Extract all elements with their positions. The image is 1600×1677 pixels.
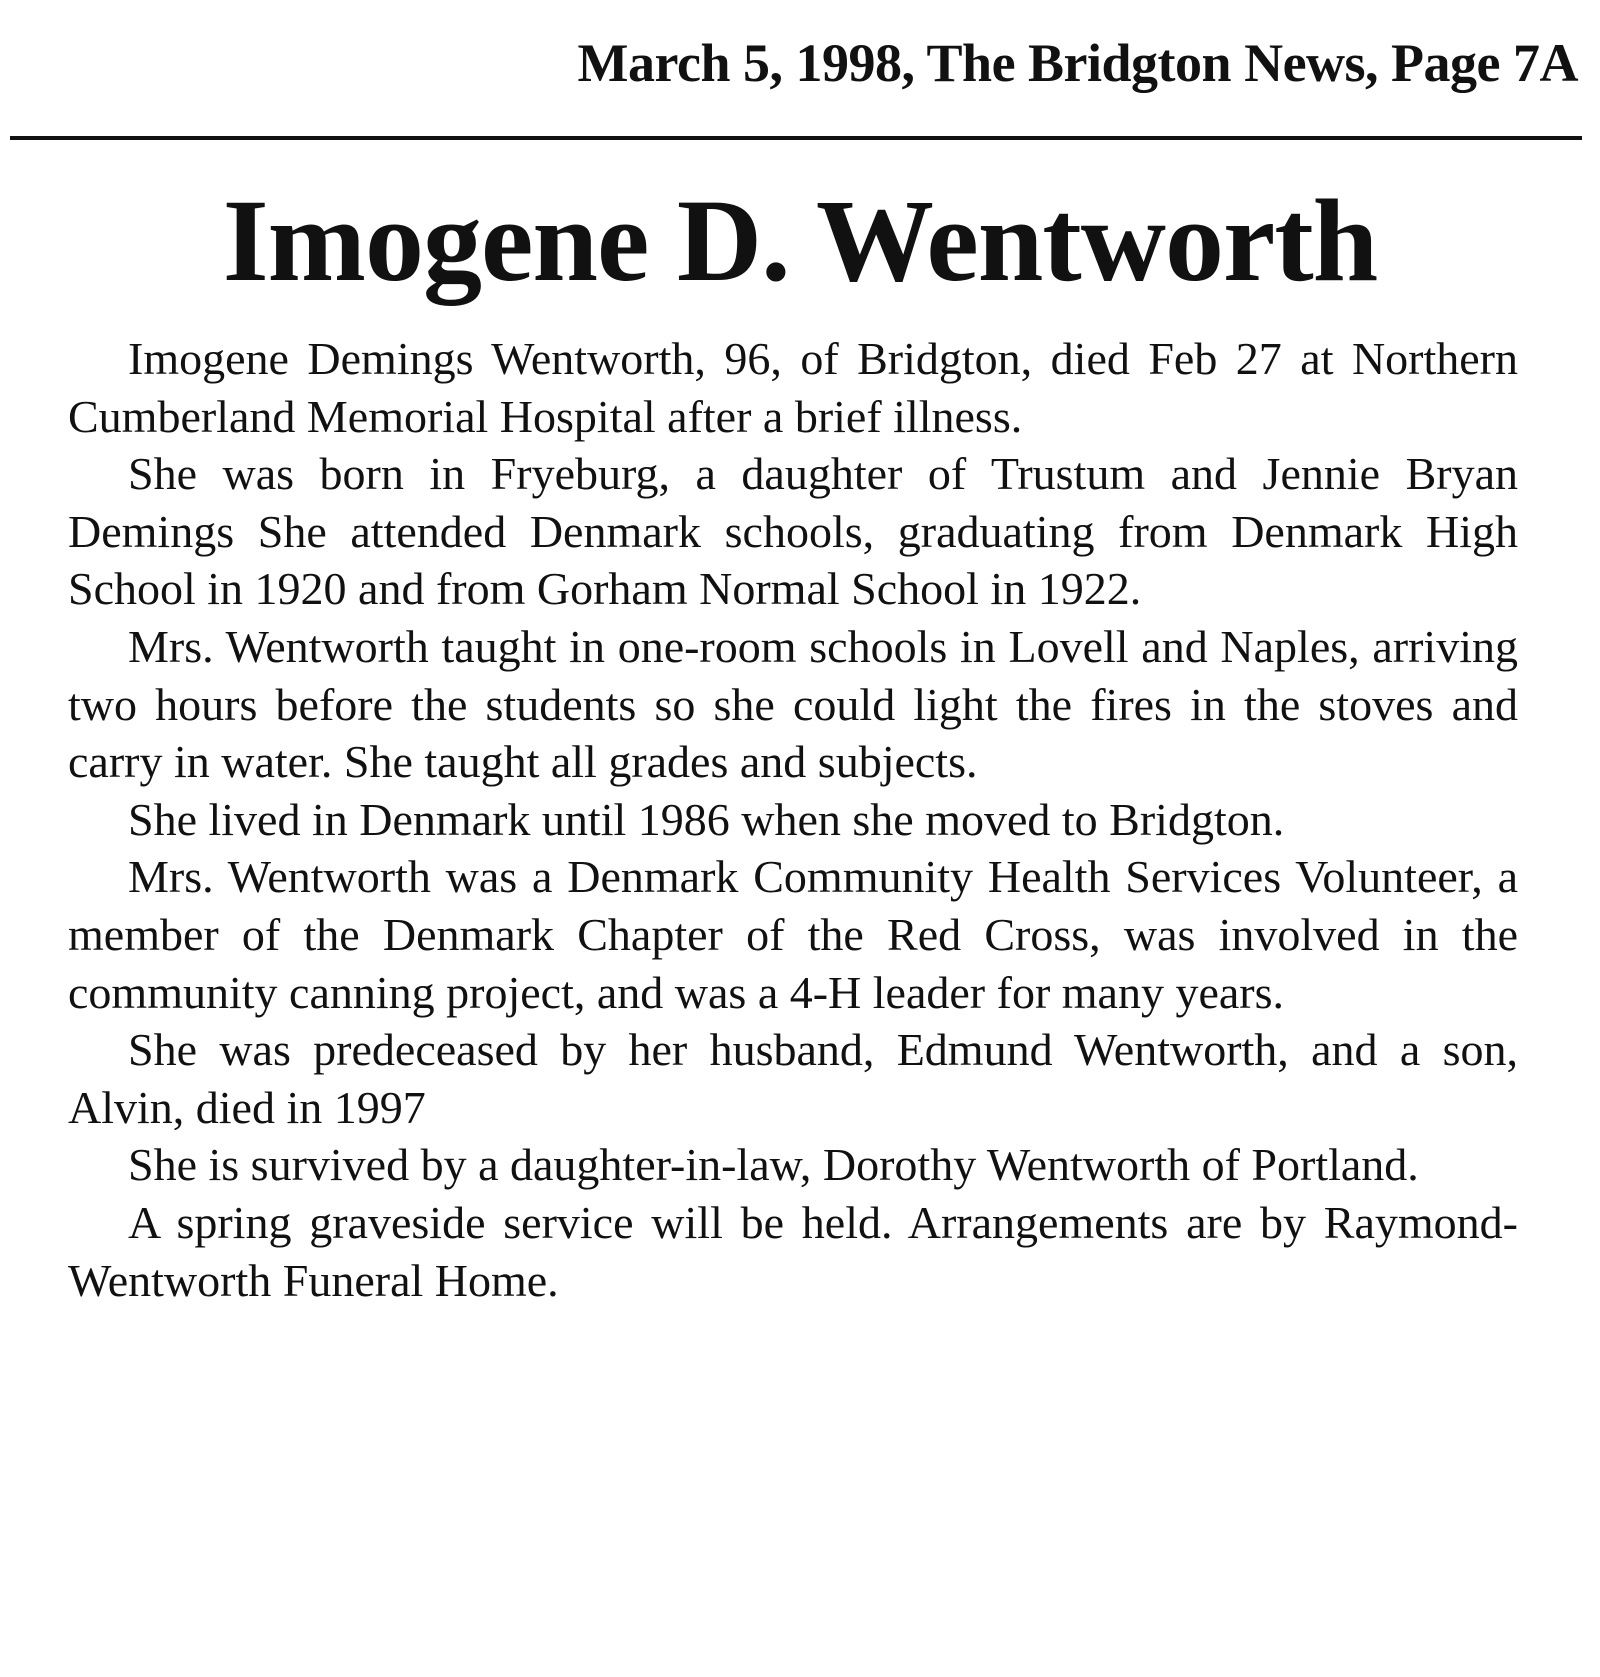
- paragraph-community-service: Mrs. Wentworth was a Denmark Community Health Services Volunteer, a member of the Denmark Chapter of the Red Cross, was involved in the community canning project, and was a 4-H leader for many years.: [68, 851, 1518, 1018]
- obituary-headline: Imogene D. Wentworth: [222, 175, 1378, 306]
- paragraph-residence: She lived in Denmark until 1986 when she moved to Bridgton.: [128, 793, 1285, 845]
- obituary-body: [68, 330, 1518, 1309]
- dateline: March 5, 1998, The Bridgton News, Page 7A: [577, 33, 1578, 93]
- paragraph-teaching-career: Mrs. Wentworth taught in one-room schools in Lovell and Naples, arriving two hours before the students so she could light the fires in the stoves and carry in water. She taught all grades and subjects.: [68, 620, 1518, 788]
- paragraph-predeceased: She was predeceased by her husband, Edmund Wentworth, and a son, Alvin, died in 1997: [68, 1024, 1518, 1133]
- paragraph-survivors: She is survived by a daughter-in-law, Dorothy Wentworth of Portland.: [128, 1139, 1419, 1191]
- header-rule: [10, 136, 1582, 140]
- paragraph-service-arrangements: A spring graveside service will be held. Arrangements are by Raymond-Wentworth Funeral Home.: [68, 1196, 1518, 1306]
- paragraph-death-notice: Imogene Demings Wentworth, 96, of Bridgton, died Feb 27 at Northern Cumberland Memorial Hospital after a brief illness.: [68, 333, 1518, 442]
- paragraph-birth-education: She was born in Fryeburg, a daughter of Trustum and Jennie Bryan Demings She attended Denmark schools, graduating from Denmark High School in 1920 and from Gorham Normal School in 1922.: [68, 448, 1518, 615]
